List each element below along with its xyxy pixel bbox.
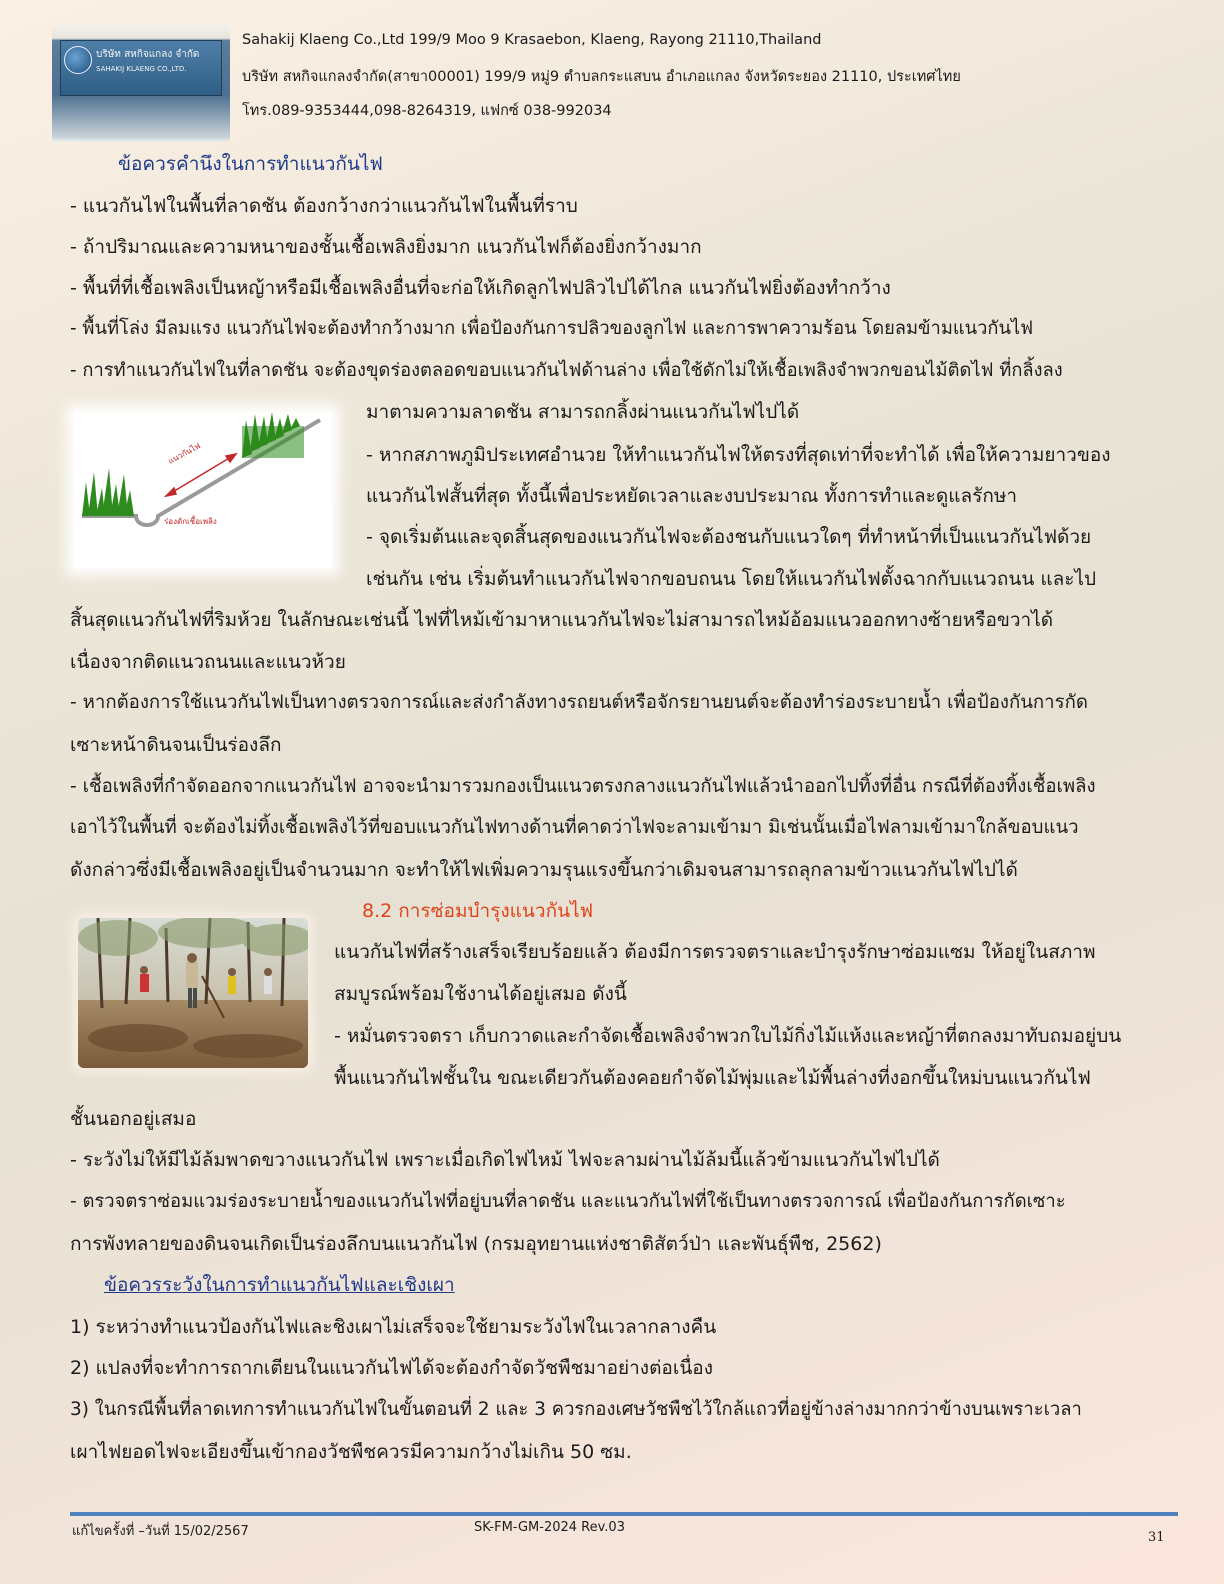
- company-name-th: บริษัท สหกิจแกลงจำกัด(สาขา00001) 199/9 หมู่9 ตำบลกระแสบน อำเภอแกลง จังหวัดระยอง 21110, ประเทศไทย: [242, 69, 961, 85]
- section1-line: สิ้นสุดแนวกันไฟที่ริมห้วย ในลักษณะเช่นนี้ ไฟที่ไหม้เข้ามาหาแนวกันไฟจะไม่สามารถไหม้อ้อมแนวออกทางซ้ายหรือขวาได้: [70, 609, 1054, 631]
- logo-text-en: SAHAKIJ KLAENG CO.,LTD.: [96, 65, 187, 73]
- section2-line: สมบูรณ์พร้อมใช้งานได้อยู่เสมอ ดังนี้: [334, 983, 627, 1005]
- section1-line: - เชื้อเพลิงที่กำจัดออกจากแนวกันไฟ อาจจะนำมารวมกองเป็นแนวตรงกลางแนวกันไฟแล้วนำออกไปทิ้งที่อื่น กรณีที่ต้องทิ้งเชื้อเพลิง: [70, 776, 1096, 797]
- lower-grass-icon: [82, 468, 134, 516]
- footer-rule: [70, 1512, 1178, 1516]
- company-logo-photo: [52, 24, 230, 142]
- page-number: 31: [1148, 1530, 1165, 1545]
- section2-title: 8.2 การซ่อมบำรุงแนวกันไฟ: [362, 900, 594, 922]
- section2-line: ชั้นนอกอยู่เสมอ: [70, 1108, 197, 1130]
- section2-line: - ตรวจตราซ่อมแวมร่องระบายน้ำของแนวกันไฟที่อยู่บนที่ลาดชัน และแนวกันไฟที่ใช้เป็นทางตรวจการณ์ เพื่อป้องกันการกัดเซาะ: [70, 1191, 1066, 1212]
- section1-line: - จุดเริ่มต้นและจุดสิ้นสุดของแนวกันไฟจะต้องชนกับแนวใดๆ ที่ทำหน้าที่เป็นแนวกันไฟด้วย: [366, 526, 1092, 548]
- section1-line: เซาะหน้าดินจนเป็นร่องลึก: [70, 734, 282, 756]
- company-name-en: Sahakij Klaeng Co.,Ltd 199/9 Moo 9 Krasaebon, Klaeng, Rayong 21110,Thailand: [242, 32, 822, 48]
- section3-line: 2) แปลงที่จะทำการถากเตียนในแนวกันไฟได้จะต้องกำจัดวัชพืชมาอย่างต่อเนื่อง: [70, 1357, 713, 1379]
- section2-line: - ระวังไม่ให้มีไม้ล้มพาดขวางแนวกันไฟ เพราะเมื่อเกิดไฟไหม้ ไฟจะลามผ่านไม้ล้มนี้แล้วข้ามแนวกันไฟไปได้: [70, 1149, 940, 1171]
- section1-line: เอาไว้ในพื้นที่ จะต้องไม่ทิ้งเชื้อเพลิงไว้ที่ขอบแนวกันไฟทางด้านที่คาดว่าไฟจะลามเข้ามา มิเช่นนั้นเมื่อไฟลามเข้ามาใกล้ขอบแนว: [70, 817, 1079, 838]
- section1-line: - การทำแนวกันไฟในที่ลาดชัน จะต้องขุดร่องตลอดขอบแนวกันไฟด้านล่าง เพื่อใช้ดักไม่ให้เชื้อเพลิงจำพวกขอนไม้ติดไฟ ที่กลิ้งลง: [70, 360, 1063, 381]
- section2-line: การพังทลายของดินจนเกิดเป็นร่องลึกบนแนวกันไฟ (กรมอุทยานแห่งชาติสัตว์ป่า และพันธุ์พืช, 2562): [70, 1233, 882, 1255]
- section1-line: - ถ้าปริมาณและความหนาของชั้นเชื้อเพลิงยิ่งมาก แนวกันไฟก็ต้องยิ่งกว้างมาก: [70, 236, 702, 258]
- section3-line: 3) ในกรณีพื้นที่ลาดเทการทำแนวกันไฟในขั้นตอนที่ 2 และ 3 ควรกองเศษวัชพืชไว้ใกล้แถวที่อยู่ข้างล่างมากกว่าข้างบนเพราะเวลา: [70, 1399, 1082, 1420]
- firebreak-maintenance-photo: [78, 918, 308, 1068]
- section1-line: แนวกันไฟสั้นที่สุด ทั้งนี้เพื่อประหยัดเวลาและงบประมาณ ทั้งการทำและดูแลรักษา: [366, 485, 1018, 507]
- section3-line: 1) ระหว่างทำแนวป้องกันไฟและชิงเผาไม่เสร็จจะใช้ยามระวังไฟในเวลากลางคืน: [70, 1316, 717, 1338]
- section1-line: - แนวกันไฟในพื้นที่ลาดชัน ต้องกว้างกว่าแนวกันไฟในพื้นที่ราบ: [70, 195, 578, 217]
- slope-diagram-svg: [74, 412, 332, 568]
- upper-grass-icon: [242, 412, 304, 458]
- section1-line: - หากสภาพภูมิประเทศอำนวย ให้ทำแนวกันไฟให้ตรงที่สุดเท่าที่จะทำได้ เพื่อให้ความยาวของ: [366, 444, 1111, 466]
- label-firebreak: แนวกันไฟ: [166, 441, 202, 466]
- logo-text-th: บริษัท สหกิจแกลง จำกัด: [96, 49, 200, 60]
- section1-line: - พื้นที่ที่เชื้อเพลิงเป็นหญ้าหรือมีเชื้อเพลิงอื่นที่จะก่อให้เกิดลูกไฟปลิวไปได้ไกล แนวกันไฟยิ่งต้องทำกว้าง: [70, 277, 891, 299]
- section1-line: - พื้นที่โล่ง มีลมแรง แนวกันไฟจะต้องทำกว้างมาก เพื่อป้องกันการปลิวของลูกไฟ และการพาความร้อน โดยลมข้ามแนวกันไฟ: [70, 318, 1034, 339]
- firebreak-slope-diagram: [74, 412, 332, 568]
- company-contact: โทร.089-9353444,098-8264319, แฟกซ์ 038-992034: [242, 103, 612, 119]
- section1-line: ดังกล่าวซึ่งมีเชื้อเพลิงอยู่เป็นจำนวนมาก จะทำให้ไฟเพิ่มความรุนแรงขึ้นกว่าเดิมจนสามารถลุกลามข้าวแนวกันไฟไปได้: [70, 859, 1018, 881]
- section1-line: เนื่องจากติดแนวถนนและแนวห้วย: [70, 651, 346, 673]
- footer-revision: แก้ไขครั้งที่ –วันที่ 15/02/2567: [72, 1524, 249, 1539]
- section2-line: แนวกันไฟที่สร้างเสร็จเรียบร้อยแล้ว ต้องมีการตรวจตราและบำรุงรักษาซ่อมแซม ให้อยู่ในสภาพ: [334, 941, 1096, 963]
- section1-line: - หากต้องการใช้แนวกันไฟเป็นทางตรวจการณ์และส่งกำลังทางรถยนต์หรือจักรยานยนต์จะต้องทำร่องระบายน้ำ เพื่อป้องกันการกัด: [70, 692, 1088, 713]
- section1-line: มาตามความลาดชัน สามารถกลิ้งผ่านแนวกันไฟไปได้: [366, 401, 800, 423]
- label-trench: ร่องดักเชื้อเพลิง: [164, 517, 217, 526]
- section2-line: พื้นแนวกันไฟชั้นใน ขณะเดียวกันต้องคอยกำจัดไม้พุ่มและไม้พื้นล่างที่งอกขึ้นใหม่บนแนวกันไฟ: [334, 1067, 1091, 1089]
- section3-line: เผาไฟยอดไฟจะเอียงขึ้นเข้ากองวัชพืชควรมีความกว้างไม่เกิน 50 ซม.: [70, 1441, 632, 1463]
- section2-line: - หมั่นตรวจตรา เก็บกวาดและกำจัดเชื้อเพลิงจำพวกใบไม้กิ่งไม้แห้งและหญ้าที่ตกลงมาทับถมอยู่บน: [334, 1025, 1122, 1047]
- section1-line: เช่นกัน เช่น เริ่มต้นทำแนวกันไฟจากขอบถนน โดยให้แนวกันไฟตั้งฉากกับแนวถนน และไป: [366, 568, 1097, 590]
- section3-title: ข้อควรระวังในการทำแนวกันไฟและเชิงเผา: [104, 1274, 455, 1296]
- footer-doc-code: SK-FM-GM-2024 Rev.03: [474, 1520, 625, 1535]
- section1-title: ข้อควรคำนึงในการทำแนวกันไฟ: [118, 153, 383, 175]
- photo-svg: [78, 918, 308, 1068]
- company-emblem-icon: [64, 46, 92, 74]
